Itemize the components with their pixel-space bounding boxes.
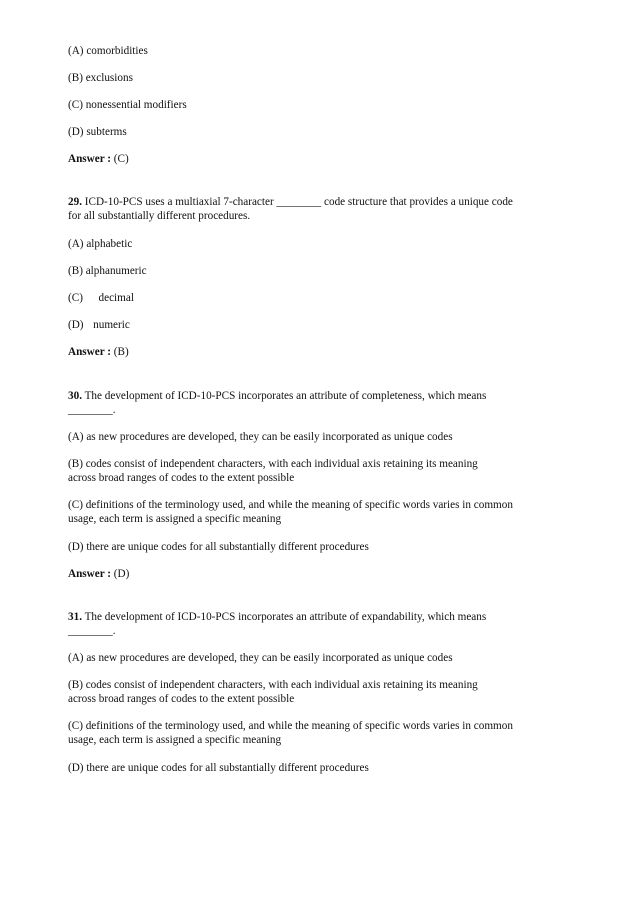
question-text: The development of ICD-10-PCS incorporates an attribute of expandability, which means bbox=[84, 611, 487, 623]
q29-option-b bbox=[68, 264, 147, 278]
q30-option-b-line1: (B) codes consist of independent characters, with each individual axis retaining its meaning bbox=[68, 458, 478, 470]
answer-value: (C) bbox=[113, 153, 129, 165]
q31-stem-line2: ________. bbox=[68, 625, 116, 637]
q30-option-d: (D) there are unique codes for all substantially different procedures bbox=[68, 541, 369, 553]
q29-option-a bbox=[68, 237, 132, 251]
question-text: The development of ICD-10-PCS incorporates an attribute of completeness, which means bbox=[84, 390, 487, 402]
q29-stem-line2: for all substantially different procedures. bbox=[68, 210, 251, 222]
option-letter: (B) bbox=[68, 265, 83, 277]
q31-option-c-line1: (C) definitions of the terminology used, and while the meaning of specific words varies in common bbox=[68, 720, 513, 732]
q30-answer bbox=[68, 567, 129, 581]
question-number: 29. bbox=[68, 196, 82, 208]
q30-option-b-line2: across broad ranges of codes to the extent possible bbox=[68, 472, 295, 484]
q31-option-a: (A) as new procedures are developed, they can be easily incorporated as unique codes bbox=[68, 652, 453, 664]
q28-option-b: (B) exclusions bbox=[68, 72, 133, 84]
answer-label: Answer : bbox=[68, 346, 111, 358]
option-letter: (A) bbox=[68, 238, 84, 250]
answer-value: (B) bbox=[113, 346, 129, 358]
q31-option-d: (D) there are unique codes for all substantially different procedures bbox=[68, 762, 369, 774]
q30-stem-line2: ________. bbox=[68, 404, 116, 416]
q31-option-b-line2: across broad ranges of codes to the extent possible bbox=[68, 693, 295, 705]
option-text: numeric bbox=[93, 319, 130, 331]
q30-option-c-line1: (C) definitions of the terminology used, and while the meaning of specific words varies in common bbox=[68, 499, 513, 511]
q28-option-c: (C) nonessential modifiers bbox=[68, 99, 187, 111]
q29-option-d bbox=[68, 318, 130, 332]
option-text: decimal bbox=[98, 292, 134, 304]
question-number: 31. bbox=[68, 611, 82, 623]
q28-option-a: (A) comorbidities bbox=[68, 45, 148, 57]
option-letter: (D) bbox=[68, 319, 84, 331]
q31-option-b-line1: (B) codes consist of independent characters, with each individual axis retaining its meaning bbox=[68, 679, 478, 691]
question-number: 30. bbox=[68, 390, 82, 402]
q29-stem-line1 bbox=[68, 195, 513, 209]
answer-label: Answer : bbox=[68, 153, 111, 165]
q29-option-c bbox=[68, 291, 134, 305]
q30-option-c-line2: usage, each term is assigned a specific meaning bbox=[68, 513, 282, 525]
option-letter: (C) bbox=[68, 292, 83, 304]
q29-answer bbox=[68, 345, 129, 359]
q28-answer bbox=[68, 152, 129, 166]
q31-option-c-line2: usage, each term is assigned a specific meaning bbox=[68, 734, 282, 746]
q31-stem-line1 bbox=[68, 610, 486, 624]
answer-label: Answer : bbox=[68, 568, 111, 580]
q28-option-d: (D) subterms bbox=[68, 126, 127, 138]
question-text: ICD-10-PCS uses a multiaxial 7-character ________ code structure that provides a unique code bbox=[84, 196, 513, 208]
answer-value: (D) bbox=[113, 568, 130, 580]
option-text: alphanumeric bbox=[85, 265, 147, 277]
q30-stem-line1 bbox=[68, 389, 486, 403]
q30-option-a: (A) as new procedures are developed, they can be easily incorporated as unique codes bbox=[68, 431, 453, 443]
option-text: alphabetic bbox=[86, 238, 133, 250]
